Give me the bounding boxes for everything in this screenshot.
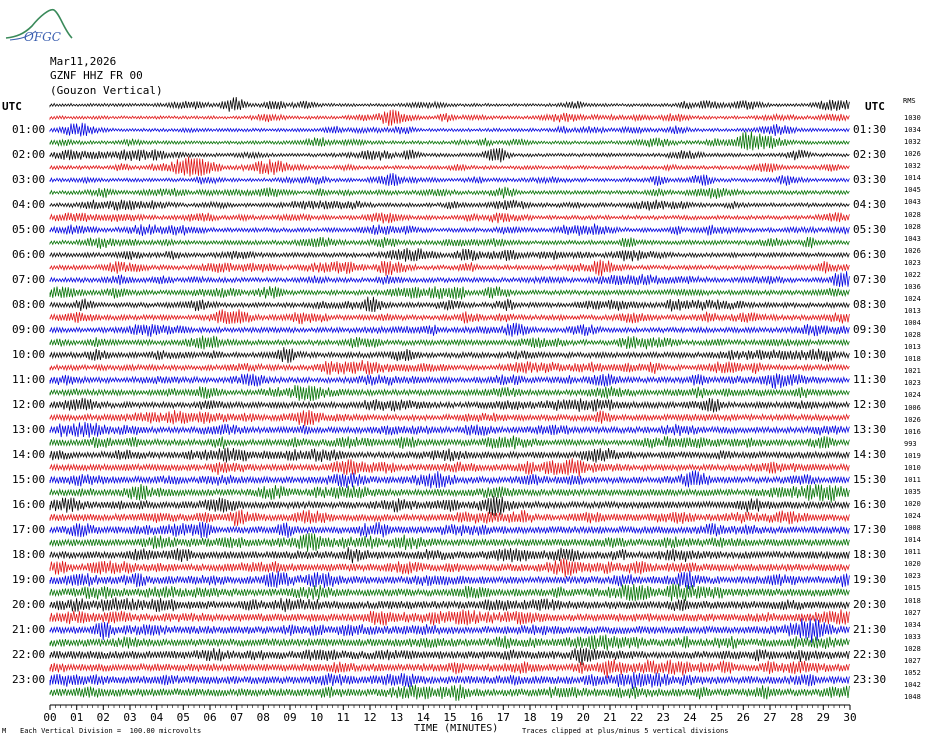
trace-line [50, 212, 849, 223]
rms-value: 1043 [904, 234, 921, 243]
left-hour-label: 20:00 [12, 598, 46, 611]
rms-value: 1013 [904, 343, 921, 352]
right-hour-label: 20:30 [853, 598, 887, 611]
rms-value: 1028 [904, 331, 921, 340]
rms-value: 1034 [904, 126, 921, 135]
trace-line [50, 685, 849, 701]
rms-header: RMS [903, 97, 916, 105]
left-utc-label: UTC [2, 100, 22, 113]
x-tick-label: 01 [70, 711, 84, 724]
x-axis-title: TIME (MINUTES) [414, 723, 499, 734]
trace-line [50, 558, 849, 577]
rms-value: 1011 [904, 548, 921, 557]
x-tick-label: 24 [683, 711, 697, 724]
trace-line [50, 224, 849, 237]
right-hour-label: 10:30 [853, 348, 887, 361]
x-tick-label: 18 [523, 711, 537, 724]
x-tick-label: 15 [443, 711, 457, 724]
rms-value: 1018 [904, 596, 921, 605]
trace-line [50, 635, 849, 651]
rms-value: 1043 [904, 198, 921, 207]
rms-value: 1008 [904, 524, 921, 533]
x-tick-label: 08 [256, 711, 270, 724]
corner-mark: M [2, 727, 7, 735]
right-hour-label: 12:30 [853, 398, 887, 411]
trace-line [50, 309, 849, 324]
trace-line [50, 458, 849, 476]
trace-line [50, 385, 849, 401]
x-tick-label: 00 [43, 711, 57, 724]
x-tick-label: 16 [470, 711, 484, 724]
right-hour-label: 17:30 [853, 523, 887, 536]
x-tick-label: 27 [763, 711, 777, 724]
x-tick-label: 02 [96, 711, 110, 724]
scale-note: Each Vertical Division = 100.00 microvolts [20, 727, 202, 735]
rms-value: 1028 [904, 644, 921, 653]
left-hour-label: 18:00 [12, 548, 46, 561]
trace-line [50, 187, 849, 199]
trace-line [50, 609, 849, 625]
rms-value: 1021 [904, 367, 921, 376]
x-tick-label: 29 [816, 711, 830, 724]
x-tick-label: 07 [230, 711, 244, 724]
left-hour-label: 15:00 [12, 473, 46, 486]
x-tick-label: 03 [123, 711, 137, 724]
rms-value: 1010 [904, 463, 921, 472]
right-hour-label: 07:30 [853, 273, 887, 286]
left-hour-label: 16:00 [12, 498, 46, 511]
trace-line [50, 398, 849, 413]
rms-value: 1024 [904, 294, 921, 303]
rms-value: 1014 [904, 536, 921, 545]
x-tick-label: 25 [710, 711, 724, 724]
trace-line [50, 571, 849, 590]
rms-value: 1013 [904, 307, 921, 315]
rms-value: 1028 [904, 222, 921, 231]
right-hour-label: 23:30 [853, 673, 887, 686]
left-hour-label: 07:00 [12, 273, 46, 286]
x-tick-label: 28 [790, 711, 804, 724]
trace-line [50, 148, 849, 162]
right-hour-label: 19:30 [853, 573, 887, 586]
x-tick-label: 12 [363, 711, 377, 724]
rms-value: 1014 [904, 174, 921, 183]
rms-value: 1027 [904, 656, 921, 665]
right-hour-label: 22:30 [853, 648, 887, 661]
right-hour-label: 02:30 [853, 148, 887, 161]
right-hour-label: 16:30 [853, 498, 887, 511]
trace-line [50, 123, 849, 137]
trace-line [50, 597, 849, 612]
rms-value: 1004 [904, 319, 921, 328]
left-hour-label: 12:00 [12, 398, 46, 411]
left-hour-label: 11:00 [12, 373, 46, 386]
rms-value: 1026 [904, 150, 921, 159]
left-hour-label: 19:00 [12, 573, 46, 586]
header-date: Mar11,2026 [50, 55, 117, 68]
trace-line [50, 360, 849, 375]
left-hour-label: 14:00 [12, 448, 46, 461]
right-hour-label: 05:30 [853, 223, 887, 236]
trace-line [50, 260, 849, 277]
rms-value: 1036 [904, 282, 921, 291]
right-hour-label: 15:30 [853, 473, 887, 486]
x-tick-label: 22 [630, 711, 644, 724]
rms-value: 1018 [904, 355, 921, 364]
trace-line [50, 436, 849, 450]
trace-line [50, 522, 849, 538]
rms-value: 1033 [904, 632, 921, 641]
header-station: GZNF HHZ FR 00 [50, 69, 143, 82]
right-hour-label: 11:30 [853, 373, 887, 386]
x-tick-label: 30 [843, 711, 857, 724]
right-hour-label: 08:30 [853, 298, 887, 311]
rms-value: 1028 [904, 210, 921, 219]
x-tick-label: 09 [283, 711, 297, 724]
rms-value: 1023 [904, 258, 921, 267]
trace-line [50, 410, 849, 426]
left-hour-label: 21:00 [12, 623, 46, 636]
left-hour-label: 04:00 [12, 198, 46, 211]
rms-value: 1022 [904, 270, 921, 279]
rms-value: 1032 [904, 162, 921, 171]
trace-line [50, 110, 849, 126]
left-hour-label: 22:00 [12, 648, 46, 661]
rms-value: 1023 [904, 572, 921, 581]
left-hour-label: 06:00 [12, 248, 46, 261]
rms-value: 1015 [904, 584, 921, 593]
trace-line [50, 173, 849, 186]
rms-value: 1016 [904, 427, 921, 436]
x-tick-label: 17 [496, 711, 510, 724]
rms-value: 1052 [904, 668, 921, 677]
trace-line [50, 297, 849, 312]
right-hour-label: 09:30 [853, 323, 887, 336]
trace-line [50, 271, 849, 287]
left-hour-label: 01:00 [12, 123, 46, 136]
trace-line [50, 470, 849, 488]
trace-line [50, 336, 849, 350]
right-hour-label: 13:30 [853, 423, 887, 436]
rms-value: 1042 [904, 680, 921, 689]
rms-value: 1030 [904, 114, 921, 122]
left-hour-label: 17:00 [12, 523, 46, 536]
left-hour-label: 23:00 [12, 673, 46, 686]
trace-line [50, 672, 849, 689]
x-tick-label: 10 [310, 711, 324, 724]
x-tick-label: 04 [150, 711, 164, 724]
rms-value: 1024 [904, 512, 921, 521]
trace-line [50, 131, 849, 150]
rms-value: 1026 [904, 415, 921, 424]
trace-line [50, 237, 849, 249]
rms-value: 1035 [904, 487, 921, 496]
trace-line [50, 97, 849, 112]
trace-line [50, 583, 849, 601]
left-hour-label: 03:00 [12, 173, 46, 186]
trace-line [50, 373, 849, 389]
right-hour-label: 03:30 [853, 173, 887, 186]
right-hour-label: 14:30 [853, 448, 887, 461]
x-tick-label: 05 [176, 711, 190, 724]
x-tick-label: 23 [656, 711, 670, 724]
rms-value: 1024 [904, 391, 921, 400]
rms-value: 1034 [904, 620, 921, 629]
rms-value: 1045 [904, 186, 921, 195]
right-hour-label: 18:30 [853, 548, 887, 561]
x-tick-label: 14 [416, 711, 430, 724]
rms-value: 993 [904, 439, 917, 448]
rms-value: 1023 [904, 379, 921, 388]
trace-line [50, 448, 849, 463]
ofgc-logo-icon [2, 4, 74, 44]
rms-value: 1019 [904, 451, 921, 460]
trace-line [50, 496, 849, 516]
trace-line [50, 286, 849, 299]
x-tick-label: 20 [576, 711, 590, 724]
rms-value: 1026 [904, 246, 921, 255]
x-tick-label: 21 [603, 711, 617, 724]
left-hour-label: 13:00 [12, 423, 46, 436]
x-tick-label: 06 [203, 711, 217, 724]
x-tick-label: 13 [390, 711, 404, 724]
left-hour-label: 02:00 [12, 148, 46, 161]
rms-value: 1048 [904, 693, 921, 701]
right-hour-label: 21:30 [853, 623, 887, 636]
rms-value: 1032 [904, 138, 921, 147]
left-hour-label: 10:00 [12, 348, 46, 361]
left-hour-label: 09:00 [12, 323, 46, 336]
trace-line [50, 157, 849, 177]
rms-value: 1006 [904, 403, 921, 412]
right-hour-label: 04:30 [853, 198, 887, 211]
x-tick-label: 19 [550, 711, 564, 724]
rms-value: 1020 [904, 560, 921, 569]
x-tick-label: 11 [336, 711, 350, 724]
left-hour-label: 08:00 [12, 298, 46, 311]
logo-text: OFGC [24, 30, 61, 44]
header-location: (Gouzon Vertical) [50, 84, 163, 97]
right-hour-label: 01:30 [853, 123, 887, 136]
trace-line [50, 648, 849, 665]
trace-line [50, 347, 849, 363]
trace-line [50, 200, 849, 211]
trace-line [50, 510, 849, 527]
trace-line [50, 484, 849, 503]
trace-line [50, 248, 849, 262]
x-tick-label: 26 [736, 711, 750, 724]
clip-note: Traces clipped at plus/minus 5 vertical divisions [522, 727, 729, 735]
right-utc-label: UTC [865, 100, 885, 113]
trace-line [50, 323, 849, 337]
rms-value: 1027 [904, 608, 921, 617]
trace-line [50, 422, 849, 438]
trace-line [50, 659, 849, 678]
trace-line [50, 533, 849, 552]
left-hour-label: 05:00 [12, 223, 46, 236]
rms-value: 1020 [904, 500, 921, 508]
right-hour-label: 06:30 [853, 248, 887, 261]
trace-line [50, 547, 849, 563]
rms-value: 1011 [904, 475, 921, 484]
